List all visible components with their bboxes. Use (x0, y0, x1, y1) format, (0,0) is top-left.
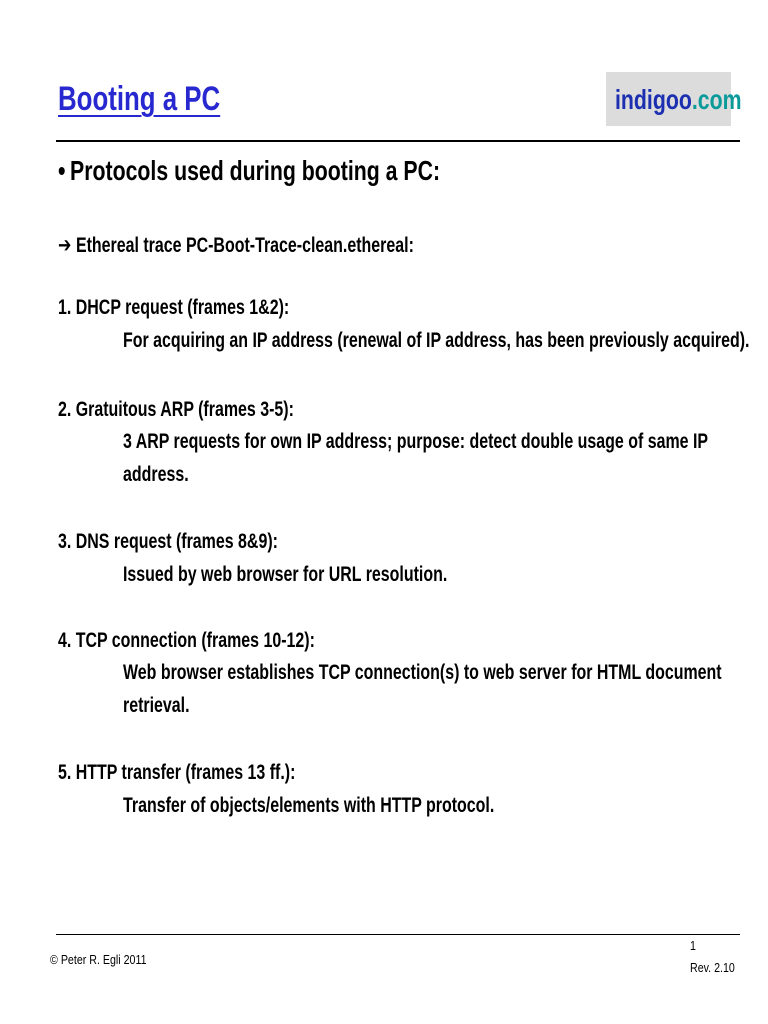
item-description: Issued by web browser for URL resolution. (123, 563, 448, 586)
slide-heading (58, 155, 440, 187)
item-label: 2. Gratuitous ARP (frames 3-5): (58, 398, 294, 421)
footer-divider (56, 934, 740, 935)
item-description: For acquiring an IP address (renewal of IP address, has been previously acquired). (123, 329, 750, 352)
trace-line-text: Ethereal trace PC-Boot-Trace-clean.ethereal: (75, 234, 414, 257)
slide-heading-text: Protocols used during booting a PC: (70, 155, 441, 186)
item-description: address. (123, 463, 189, 486)
item-label: 5. HTTP transfer (frames 13 ff.): (58, 761, 296, 784)
item-description: Transfer of objects/elements with HTTP protocol. (123, 794, 495, 817)
item-description: retrieval. (123, 694, 190, 717)
slide-title: Booting a PC (58, 80, 221, 118)
item-label: 4. TCP connection (frames 10-12): (58, 629, 315, 652)
item-label: 3. DNS request (frames 8&9): (58, 530, 278, 553)
item-description: 3 ARP requests for own IP address; purpose: detect double usage of same IP (123, 430, 709, 453)
logo-tld: .com (691, 84, 742, 115)
page-number: 1 (690, 938, 696, 953)
item-label: 1. DHCP request (frames 1&2): (58, 296, 290, 319)
logo-text (615, 84, 741, 116)
item-description: Web browser establishes TCP connection(s) to web server for HTML document (123, 661, 722, 684)
logo (606, 72, 742, 126)
trace-line (58, 233, 414, 258)
bullet-icon: • (58, 155, 66, 186)
revision-text: Rev. 2.10 (690, 960, 735, 975)
logo-brand: indigoo (615, 84, 692, 115)
copyright-text: © Peter R. Egli 2011 (50, 952, 147, 967)
header-divider (56, 140, 740, 142)
arrow-right-icon: ➔ (58, 234, 72, 257)
